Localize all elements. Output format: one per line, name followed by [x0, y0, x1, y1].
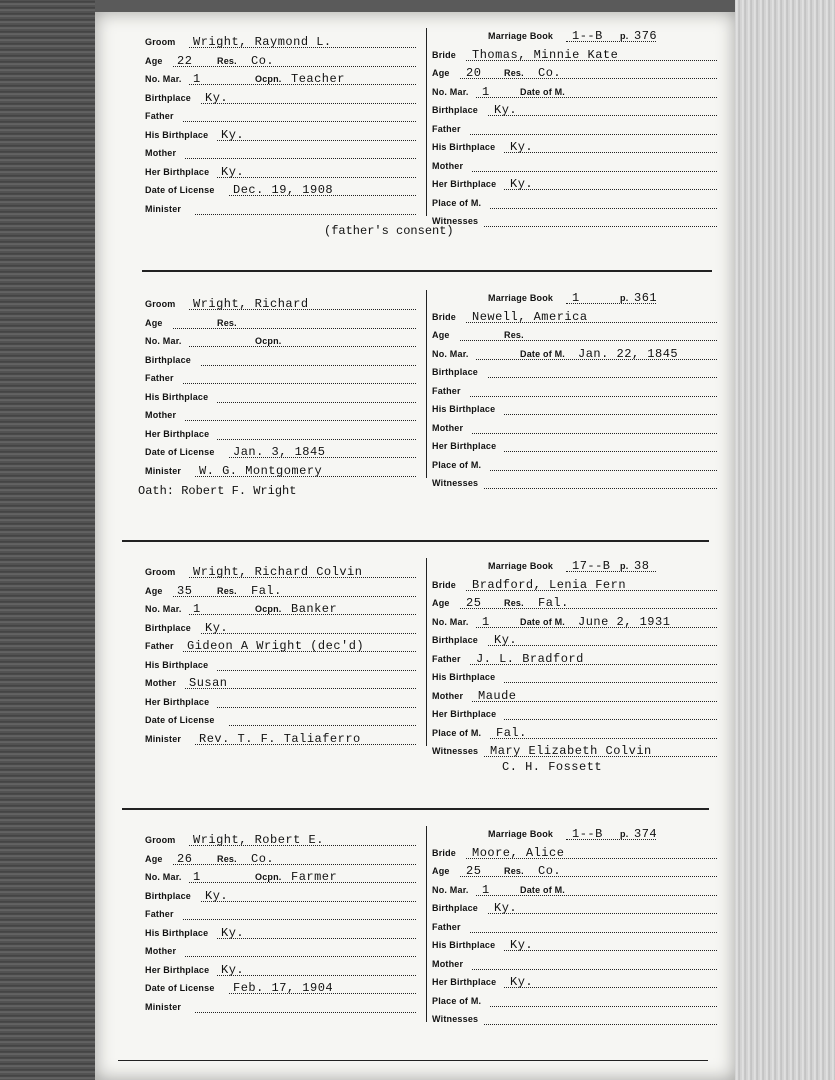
groom-no-mar-value: 1 [193, 72, 201, 86]
bride-label-date-of-m: Date of M. [520, 86, 566, 97]
bride-dotted-line [472, 171, 717, 172]
groom-label-ocpn: Ocpn. [255, 604, 282, 614]
bride-label-age: Age [432, 68, 450, 78]
groom-label-mother: Mother [145, 678, 177, 688]
groom-dotted-line [201, 103, 416, 104]
bride-dotted-line [490, 208, 717, 209]
bride-label-father: Father [432, 123, 461, 134]
bride-res-value: Co. [538, 66, 562, 80]
bride-name-value: Bradford, Lenia Fern [472, 577, 627, 592]
marriage-book-value: 17--B [572, 559, 611, 573]
groom-label-ocpn: Ocpn. [255, 336, 282, 346]
bride-name-value: Newell, America [472, 309, 588, 324]
marriage-book-label: Marriage Book [488, 829, 554, 839]
groom-label-minister: Minister [145, 733, 182, 744]
groom-birthplace-value: Ky. [205, 90, 229, 105]
groom-label-ocpn: Ocpn. [255, 872, 282, 882]
bride-father-value: J. L. Bradford [476, 651, 584, 666]
bride-date-of-m-value: June 2, 1931 [578, 614, 671, 629]
bride-label-mother: Mother [432, 690, 464, 701]
page-value: 38 [634, 559, 650, 573]
bride-label-date-of-m: Date of M. [520, 884, 566, 895]
groom-label-res: Res. [217, 317, 237, 328]
bride-birthplace-value: Ky. [494, 633, 518, 647]
bride-label-his-birthplace: His Birthplace [432, 142, 496, 152]
groom-dotted-line [183, 121, 416, 122]
groom-label-no-mar: No. Mar. [145, 336, 182, 346]
groom-name-value: Wright, Raymond L. [193, 35, 332, 49]
groom-dotted-line [173, 66, 416, 67]
groom-name-value: Wright, Richard Colvin [193, 565, 363, 579]
groom-dotted-line [217, 402, 416, 403]
bride-dotted-line [484, 1024, 717, 1025]
groom-res-value: Co. [251, 851, 275, 866]
record-divider [426, 558, 427, 746]
record-separator [122, 540, 709, 542]
bride-label-mother: Mother [432, 422, 464, 433]
scan-left-edge [0, 0, 95, 1080]
page-value: 374 [634, 827, 658, 841]
groom-name-value: Wright, Robert E. [193, 833, 324, 847]
groom-age-value: 35 [177, 583, 193, 598]
groom-label-father: Father [145, 641, 174, 651]
bride-res-value: Co. [538, 864, 562, 878]
bride-dotted-line [460, 340, 717, 341]
groom-label-date-of-license: Date of License [145, 185, 215, 195]
bride-dotted-line [488, 377, 717, 378]
groom-minister-value: W. G. Montgomery [199, 463, 323, 478]
bride-witnesses-value: Mary Elizabeth Colvin [490, 744, 652, 758]
bride-no-mar-value: 1 [482, 614, 490, 629]
groom-label-groom: Groom [145, 567, 176, 577]
page-label: p. [620, 293, 629, 303]
groom-label-res: Res. [217, 853, 237, 864]
bride-dotted-line [460, 608, 717, 609]
record-divider [426, 826, 427, 1022]
bride-label-his-birthplace: His Birthplace [432, 672, 496, 682]
groom-label-her-birthplace: Her Birthplace [145, 696, 210, 707]
groom-label-her-birthplace: Her Birthplace [145, 166, 210, 177]
page-label: p. [620, 561, 629, 571]
book-dotted-line [566, 839, 656, 840]
bride-her-birthplace-value: Ky. [510, 975, 534, 989]
groom-label-minister: Minister [145, 1001, 182, 1012]
groom-dotted-line [217, 439, 416, 440]
groom-label-minister: Minister [145, 465, 182, 476]
bride-label-witnesses: Witnesses [432, 746, 479, 756]
bride-dotted-line [504, 719, 717, 720]
groom-label-res: Res. [217, 55, 237, 66]
groom-label-her-birthplace: Her Birthplace [145, 964, 210, 975]
groom-dotted-line [217, 938, 416, 939]
groom-date-of-license-value: Jan. 3, 1845 [233, 445, 326, 459]
marriage-book-label: Marriage Book [488, 31, 554, 41]
groom-label-date-of-license: Date of License [145, 447, 215, 457]
groom-label-ocpn: Ocpn. [255, 74, 282, 84]
record-note: (father's consent) [324, 224, 454, 238]
page-label: p. [620, 829, 629, 839]
groom-minister-value: Rev. T. F. Taliaferro [199, 731, 361, 746]
groom-label-his-birthplace: His Birthplace [145, 129, 209, 140]
groom-label-no-mar: No. Mar. [145, 604, 182, 614]
bride-name-value: Thomas, Minnie Kate [472, 47, 619, 62]
bride-label-his-birthplace: His Birthplace [432, 940, 496, 950]
bride-dotted-line [504, 950, 717, 951]
record-separator [142, 270, 712, 272]
groom-dotted-line [201, 633, 416, 634]
bride-age-value: 25 [466, 864, 482, 878]
bride-date-of-m-value: Jan. 22, 1845 [578, 346, 679, 361]
bride-label-place-of-m: Place of M. [432, 727, 482, 738]
marriage-book-label: Marriage Book [488, 561, 554, 571]
bride-label-witnesses: Witnesses [432, 478, 479, 488]
bride-dotted-line [504, 987, 717, 988]
bride-label-her-birthplace: Her Birthplace [432, 977, 497, 987]
bride-label-res: Res. [504, 330, 524, 340]
bride-label-place-of-m: Place of M. [432, 197, 482, 208]
bride-dotted-line [460, 876, 717, 877]
groom-res-value: Fal. [251, 583, 282, 598]
book-dotted-line [566, 41, 656, 42]
groom-no-mar-value: 1 [193, 870, 201, 884]
groom-label-father: Father [145, 111, 174, 121]
page-value: 376 [634, 29, 658, 43]
groom-ocpn-value: Teacher [291, 72, 345, 86]
groom-label-age: Age [145, 55, 163, 66]
groom-label-father: Father [145, 373, 174, 383]
groom-dotted-line [217, 177, 416, 178]
groom-no-mar-value: 1 [193, 602, 201, 616]
groom-date-of-license-value: Feb. 17, 1904 [233, 981, 334, 995]
groom-label-mother: Mother [145, 946, 177, 956]
bride-label-date-of-m: Date of M. [520, 348, 566, 359]
bride-dotted-line [460, 78, 717, 79]
groom-dotted-line [229, 725, 416, 726]
bride-label-no-mar: No. Mar. [432, 616, 469, 627]
bride-his-birthplace-value: Ky. [510, 938, 534, 952]
scan-right-edge [735, 0, 835, 1080]
bride-label-her-birthplace: Her Birthplace [432, 441, 497, 451]
groom-dotted-line [185, 158, 416, 159]
groom-dotted-line [217, 975, 416, 976]
groom-label-date-of-license: Date of License [145, 983, 215, 993]
groom-label-age: Age [145, 585, 163, 596]
bride-label-no-mar: No. Mar. [432, 86, 469, 97]
groom-dotted-line [217, 707, 416, 708]
bride-label-birthplace: Birthplace [432, 635, 479, 645]
bride-label-age: Age [432, 866, 450, 876]
groom-dotted-line [189, 346, 416, 347]
groom-dotted-line [195, 214, 416, 215]
groom-his-birthplace-value: Ky. [221, 127, 245, 142]
groom-date-of-license-value: Dec. 19, 1908 [233, 183, 334, 197]
groom-label-groom: Groom [145, 835, 176, 845]
groom-age-value: 26 [177, 851, 193, 866]
groom-mother-value: Susan [189, 676, 228, 690]
bride-label-father: Father [432, 385, 461, 396]
marriage-book-value: 1--B [572, 827, 603, 841]
groom-birthplace-value: Ky. [205, 620, 229, 635]
groom-dotted-line [201, 901, 416, 902]
groom-her-birthplace-value: Ky. [221, 164, 245, 179]
groom-dotted-line [201, 365, 416, 366]
bride-label-age: Age [432, 598, 450, 608]
bride-label-bride: Bride [432, 579, 457, 590]
bride-label-his-birthplace: His Birthplace [432, 404, 496, 414]
groom-label-no-mar: No. Mar. [145, 74, 182, 84]
bride-dotted-line [488, 913, 717, 914]
book-dotted-line [566, 571, 656, 572]
bride-label-mother: Mother [432, 160, 464, 171]
bride-label-no-mar: No. Mar. [432, 348, 469, 359]
groom-his-birthplace-value: Ky. [221, 925, 245, 940]
groom-label-birthplace: Birthplace [145, 890, 192, 901]
groom-dotted-line [173, 864, 416, 865]
bride-dotted-line [470, 134, 717, 135]
bride-label-no-mar: No. Mar. [432, 884, 469, 895]
groom-label-birthplace: Birthplace [145, 622, 192, 633]
groom-label-age: Age [145, 317, 163, 328]
bride-her-birthplace-value: Ky. [510, 177, 534, 191]
groom-dotted-line [173, 328, 416, 329]
groom-ocpn-value: Banker [291, 602, 338, 616]
bride-label-witnesses: Witnesses [432, 1014, 479, 1024]
marriage-book-value: 1--B [572, 29, 603, 43]
groom-label-res: Res. [217, 585, 237, 596]
bride-dotted-line [472, 433, 717, 434]
page-value: 361 [634, 291, 658, 305]
bride-dotted-line [504, 451, 717, 452]
groom-dotted-line [195, 1012, 416, 1013]
bride-label-bride: Bride [432, 49, 457, 60]
bride-label-birthplace: Birthplace [432, 367, 479, 377]
bride-label-res: Res. [504, 866, 524, 876]
bride-witnesses-second-value: C. H. Fossett [502, 760, 603, 774]
record-divider [426, 290, 427, 478]
groom-dotted-line [183, 919, 416, 920]
bride-dotted-line [470, 932, 717, 933]
groom-label-date-of-license: Date of License [145, 715, 215, 725]
groom-name-value: Wright, Richard [193, 297, 309, 311]
groom-label-his-birthplace: His Birthplace [145, 659, 209, 670]
bride-dotted-line [504, 152, 717, 153]
groom-label-his-birthplace: His Birthplace [145, 927, 209, 938]
bride-label-father: Father [432, 653, 461, 664]
bride-dotted-line [476, 97, 717, 98]
bottom-rule [118, 1060, 708, 1061]
bride-dotted-line [484, 488, 717, 489]
groom-her-birthplace-value: Ky. [221, 962, 245, 977]
bride-name-value: Moore, Alice [472, 845, 565, 860]
groom-dotted-line [185, 956, 416, 957]
groom-label-mother: Mother [145, 410, 177, 420]
bride-label-mother: Mother [432, 958, 464, 969]
bride-no-mar-value: 1 [482, 882, 490, 897]
groom-birthplace-value: Ky. [205, 888, 229, 903]
record-divider [426, 28, 427, 216]
bride-birthplace-value: Ky. [494, 103, 518, 117]
groom-dotted-line [217, 140, 416, 141]
bride-dotted-line [488, 115, 717, 116]
groom-label-father: Father [145, 909, 174, 919]
groom-label-mother: Mother [145, 148, 177, 158]
groom-dotted-line [217, 670, 416, 671]
bride-label-res: Res. [504, 598, 524, 608]
bride-label-bride: Bride [432, 311, 457, 322]
record-note: Oath: Robert F. Wright [138, 484, 297, 498]
bride-birthplace-value: Ky. [494, 901, 518, 915]
groom-res-value: Co. [251, 53, 275, 68]
groom-label-birthplace: Birthplace [145, 354, 192, 365]
groom-label-age: Age [145, 853, 163, 864]
bride-label-date-of-m: Date of M. [520, 616, 566, 627]
groom-ocpn-value: Farmer [291, 870, 338, 884]
bride-res-value: Fal. [538, 596, 569, 610]
groom-dotted-line [183, 383, 416, 384]
bride-dotted-line [484, 226, 717, 227]
groom-father-value: Gideon A Wright (dec'd) [187, 639, 365, 653]
bride-dotted-line [470, 396, 717, 397]
bride-label-place-of-m: Place of M. [432, 995, 482, 1006]
marriage-book-label: Marriage Book [488, 293, 554, 303]
groom-label-birthplace: Birthplace [145, 92, 192, 103]
bride-label-res: Res. [504, 68, 524, 78]
groom-label-groom: Groom [145, 37, 176, 47]
bride-dotted-line [504, 414, 717, 415]
bride-dotted-line [476, 895, 717, 896]
groom-label-groom: Groom [145, 299, 176, 309]
bride-dotted-line [472, 969, 717, 970]
bride-label-age: Age [432, 330, 450, 340]
book-dotted-line [566, 303, 656, 304]
bride-dotted-line [490, 1006, 717, 1007]
bride-label-birthplace: Birthplace [432, 105, 479, 115]
groom-label-no-mar: No. Mar. [145, 872, 182, 882]
bride-no-mar-value: 1 [482, 84, 490, 99]
groom-label-his-birthplace: His Birthplace [145, 391, 209, 402]
groom-label-her-birthplace: Her Birthplace [145, 428, 210, 439]
groom-dotted-line [173, 596, 416, 597]
bride-place-of-m-value: Fal. [496, 725, 527, 740]
groom-label-minister: Minister [145, 203, 182, 214]
bride-label-her-birthplace: Her Birthplace [432, 179, 497, 189]
bride-label-birthplace: Birthplace [432, 903, 479, 913]
bride-label-bride: Bride [432, 847, 457, 858]
record-separator [122, 808, 709, 810]
bride-label-her-birthplace: Her Birthplace [432, 709, 497, 719]
bride-age-value: 25 [466, 596, 482, 610]
bride-label-witnesses: Witnesses [432, 216, 479, 226]
bride-dotted-line [490, 470, 717, 471]
page-label: p. [620, 31, 629, 41]
groom-dotted-line [185, 420, 416, 421]
marriage-book-value: 1 [572, 291, 580, 305]
bride-dotted-line [504, 682, 717, 683]
bride-label-place-of-m: Place of M. [432, 459, 482, 470]
bride-mother-value: Maude [478, 688, 517, 703]
bride-age-value: 20 [466, 66, 482, 80]
bride-dotted-line [504, 189, 717, 190]
bride-his-birthplace-value: Ky. [510, 140, 534, 154]
bride-dotted-line [488, 645, 717, 646]
groom-age-value: 22 [177, 53, 193, 68]
bride-label-father: Father [432, 921, 461, 932]
